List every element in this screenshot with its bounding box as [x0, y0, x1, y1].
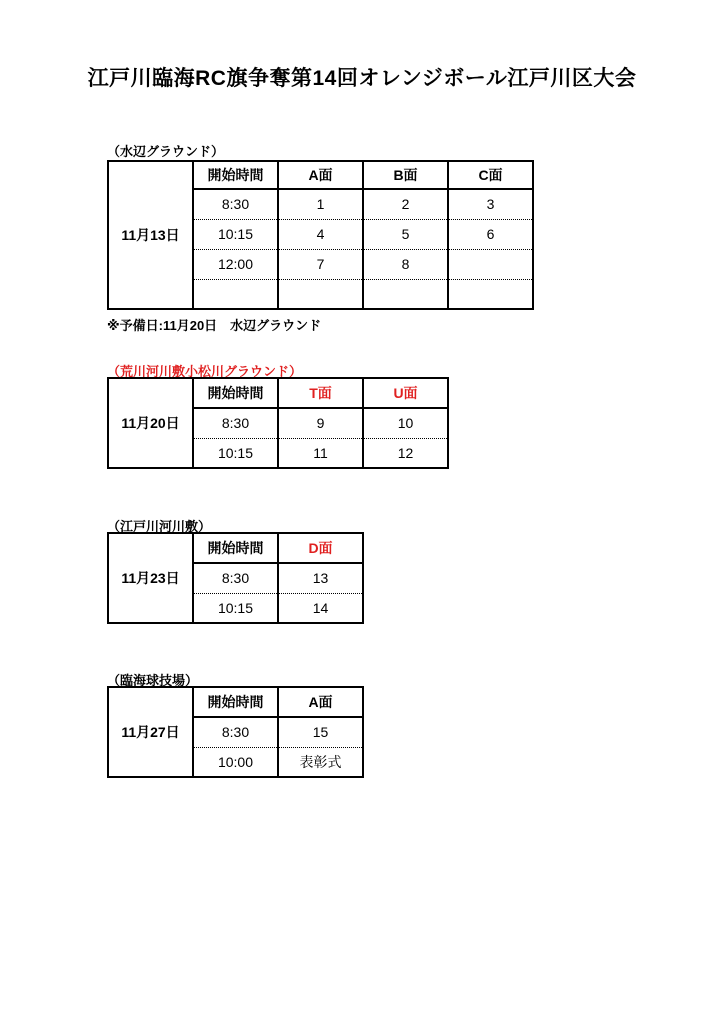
match-cell: 8: [363, 249, 448, 279]
time-cell: 10:15: [193, 219, 278, 249]
time-cell: 10:15: [193, 593, 278, 623]
match-cell: 14: [278, 593, 363, 623]
match-cell: [448, 279, 533, 309]
venue-label-arakawa: （荒川河川敷小松川グラウンド）: [107, 364, 303, 379]
time-cell: 8:30: [193, 717, 278, 747]
match-cell: 7: [278, 249, 363, 279]
venue-label-mizube: （水辺グラウンド）: [107, 144, 225, 159]
document-title: 江戸川臨海RC旗争奪第14回オレンジボール江戸川区大会: [87, 67, 637, 90]
match-cell: 10: [363, 408, 448, 438]
match-cell: [278, 279, 363, 309]
time-cell: 10:15: [193, 438, 278, 468]
venue-label-rinkai: （臨海球技場）: [107, 673, 199, 688]
field-a-header: A面: [278, 687, 363, 717]
date-cell: 11月20日: [108, 378, 193, 468]
venue-label-edogawa: （江戸川河川敷）: [107, 519, 212, 534]
schedule-table-mizube: [107, 160, 534, 310]
field-t-header: T面: [278, 378, 363, 408]
field-d-header: D面: [278, 533, 363, 563]
start-time-header: 開始時間: [193, 687, 278, 717]
match-cell: 2: [363, 189, 448, 219]
match-cell: [363, 279, 448, 309]
time-cell: 12:00: [193, 249, 278, 279]
date-cell: 11月23日: [108, 533, 193, 623]
field-c-header: C面: [448, 161, 533, 189]
schedule-table-rinkai: [107, 686, 364, 778]
start-time-header: 開始時間: [193, 161, 278, 189]
reserve-day-note: ※予備日:11月20日 水辺グラウンド: [107, 318, 322, 333]
match-cell: 12: [363, 438, 448, 468]
time-cell: [193, 279, 278, 309]
schedule-table-arakawa: [107, 377, 449, 469]
match-cell: 15: [278, 717, 363, 747]
date-cell: 11月27日: [108, 687, 193, 777]
match-cell: 5: [363, 219, 448, 249]
match-cell: 1: [278, 189, 363, 219]
time-cell: 8:30: [193, 408, 278, 438]
match-cell: 4: [278, 219, 363, 249]
time-cell: 8:30: [193, 189, 278, 219]
time-cell: 8:30: [193, 563, 278, 593]
time-cell: 10:00: [193, 747, 278, 777]
match-cell: 6: [448, 219, 533, 249]
start-time-header: 開始時間: [193, 533, 278, 563]
match-cell: [448, 249, 533, 279]
date-cell: 11月13日: [108, 161, 193, 309]
match-cell: 3: [448, 189, 533, 219]
start-time-header: 開始時間: [193, 378, 278, 408]
field-u-header: U面: [363, 378, 448, 408]
match-cell: 11: [278, 438, 363, 468]
match-cell: 13: [278, 563, 363, 593]
field-a-header: A面: [278, 161, 363, 189]
match-cell: 9: [278, 408, 363, 438]
schedule-table-edogawa: [107, 532, 364, 624]
award-ceremony-cell: 表彰式: [278, 747, 363, 777]
field-b-header: B面: [363, 161, 448, 189]
